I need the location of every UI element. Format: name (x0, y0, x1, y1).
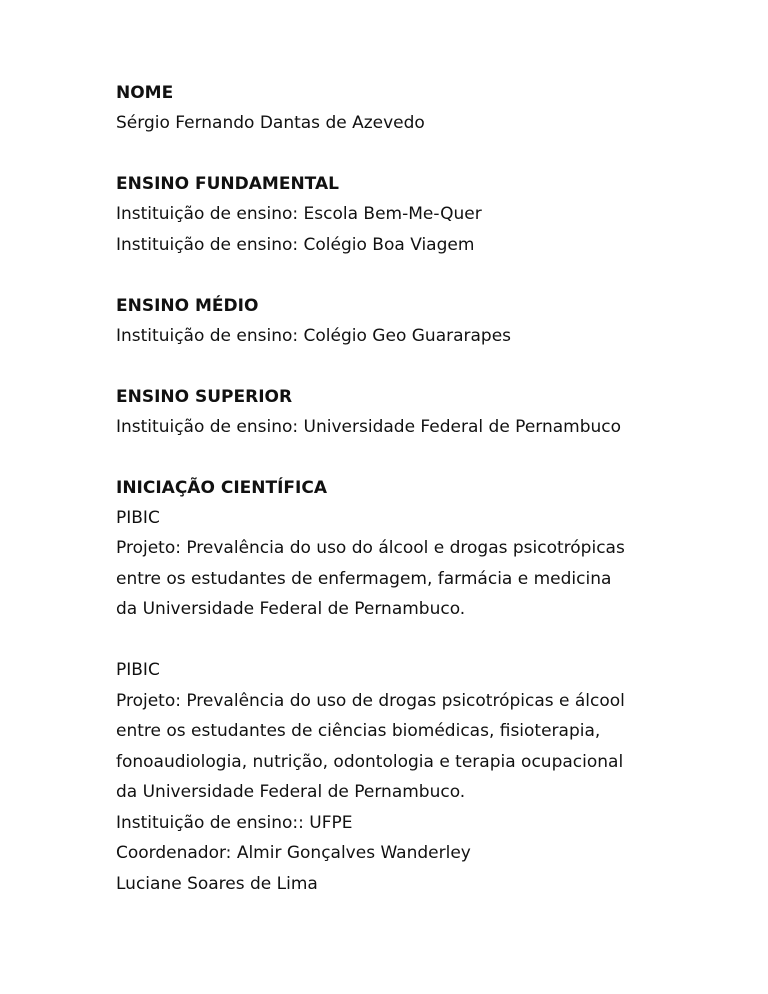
section-iniciacao-cientifica (116, 473, 736, 900)
institution-line: Instituição de ensino: Colégio Geo Guararapes (116, 325, 512, 346)
project-program: PIBIC (116, 507, 160, 528)
section-nome (116, 78, 736, 139)
full-name: Sérgio Fernando Dantas de Azevedo (116, 113, 425, 133)
project-line: entre os estudantes de enfermagem, farmácia e medicina (116, 568, 612, 589)
project-entry (116, 655, 736, 899)
project-line: da Universidade Federal de Pernambuco. (116, 782, 466, 802)
project-institution: Instituição de ensino:: UFPE (116, 812, 353, 833)
section-ensino-fundamental (116, 169, 736, 260)
project-coordinator: Coordenador: Almir Gonçalves Wanderley (116, 843, 471, 863)
project-line: fonoaudiologia, nutrição, odontologia e terapia ocupacional (116, 751, 624, 772)
project-line: entre os estudantes de ciências biomédicas, fisioterapia, (116, 721, 601, 741)
section-ensino-superior (116, 382, 736, 443)
project-line: Projeto: Prevalência do uso de drogas psicotrópicas e álcool (116, 690, 625, 711)
section-ensino-medio (116, 291, 736, 352)
section-heading-nome: NOME (116, 83, 174, 103)
institution-line: Instituição de ensino: Colégio Boa Viagem (116, 234, 475, 255)
section-heading-ensino-fundamental: ENSINO FUNDAMENTAL (116, 174, 339, 194)
spacer (116, 351, 736, 382)
project-line: Projeto: Prevalência do uso do álcool e drogas psicotrópicas (116, 538, 625, 558)
curriculum-document (116, 78, 736, 899)
spacer (116, 442, 736, 473)
spacer (116, 625, 736, 656)
spacer (116, 260, 736, 291)
spacer (116, 139, 736, 170)
section-heading-iniciacao-cientifica: INICIAÇÃO CIENTÍFICA (116, 477, 327, 498)
institution-line: Instituição de ensino: Universidade Federal de Pernambuco (116, 416, 622, 437)
project-entry (116, 503, 736, 625)
institution-line: Instituição de ensino: Escola Bem-Me-Quer (116, 204, 482, 224)
project-member: Luciane Soares de Lima (116, 873, 318, 894)
project-program: PIBIC (116, 660, 160, 680)
section-heading-ensino-medio: ENSINO MÉDIO (116, 295, 259, 316)
project-line: da Universidade Federal de Pernambuco. (116, 599, 466, 619)
section-heading-ensino-superior: ENSINO SUPERIOR (116, 386, 293, 407)
